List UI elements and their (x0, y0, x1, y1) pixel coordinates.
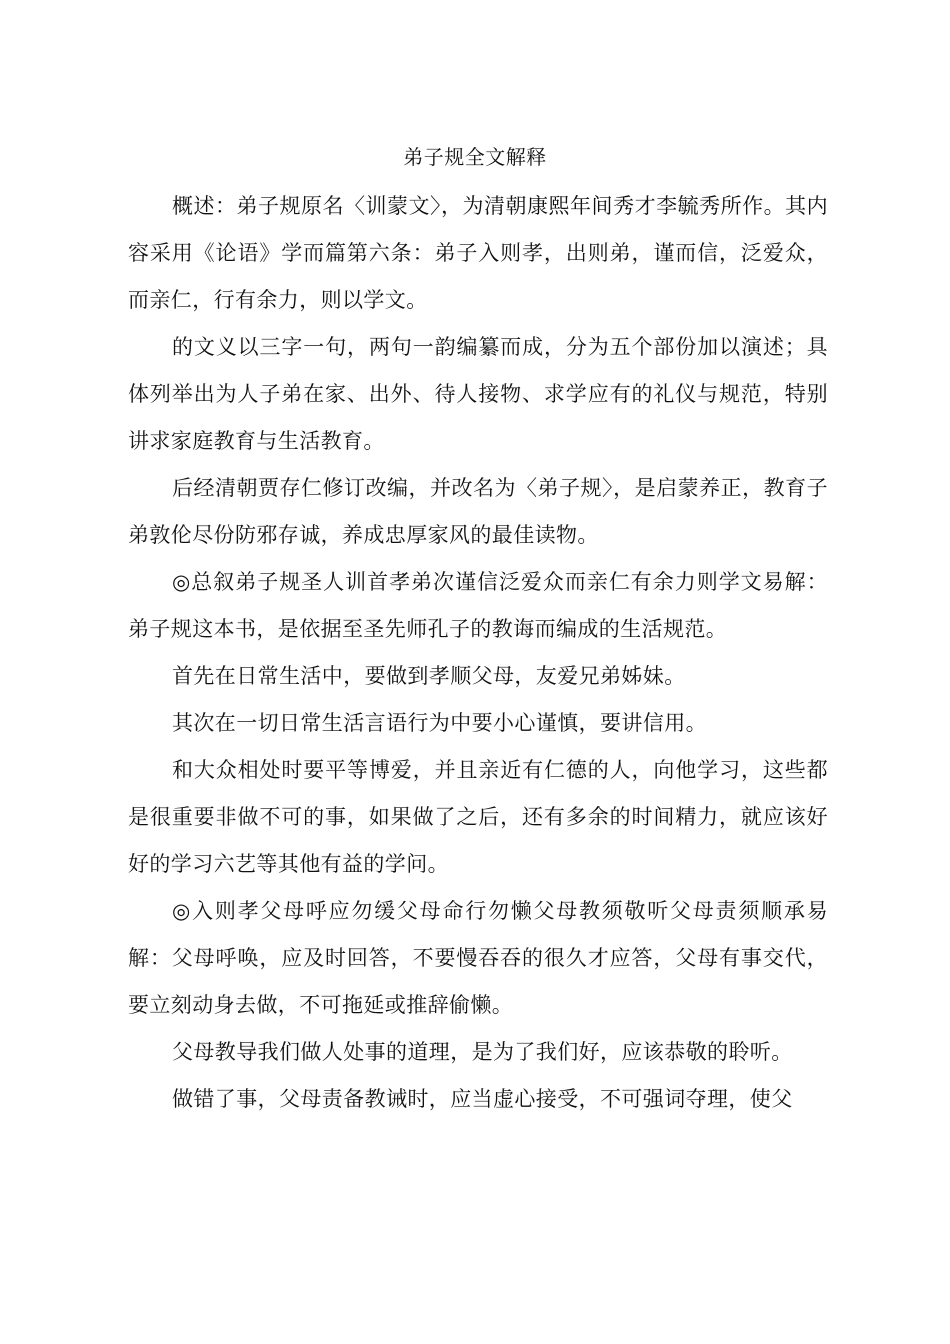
paragraph-accept-correction: 做错了事，父母责备教诫时，应当虚心接受，不可强词夺理，使父 (172, 1087, 793, 1111)
paragraph-home-filial: ◎入则孝父母呼应勿缓父母命行勿懒父母教须敬听父母责须顺承易解：父母呼唤，应及时回答，不要慢吞吞的很久才应答，父母有事交代，要立刻动身去做，不可拖延或推辞偷懒。 (128, 899, 828, 1017)
paragraph-love-all: 和大众相处时要平等博爱，并且亲近有仁德的人，向他学习，这些都是很重要非做不可的事，如果做了之后，还有多余的时间精力，就应该好好的学习六艺等其他有益的学问。 (128, 758, 828, 876)
document-title: 弟子规全文解释 (403, 145, 547, 169)
paragraph-listen-parents: 父母教导我们做人处事的道理，是为了我们好，应该恭敬的聆听。 (172, 1040, 793, 1064)
paragraph-overview: 概述：弟子规原名〈训蒙文〉，为清朝康熙年间秀才李毓秀所作。其内容采用《论语》学而篇第六条：弟子入则孝，出则弟，谨而信，泛爱众，而亲仁，行有余力，则以学文。 (128, 194, 828, 312)
paragraph-structure: 的文义以三字一句，两句一韵编纂而成，分为五个部份加以演述；具体列举出为人子弟在家、出外、待人接物、求学应有的礼仪与规范，特别讲求家庭教育与生活教育。 (128, 335, 828, 453)
paragraph-filial: 首先在日常生活中，要做到孝顺父母，友爱兄弟姊妹。 (172, 664, 686, 688)
paragraph-caution: 其次在一切日常生活言语行为中要小心谨慎，要讲信用。 (172, 711, 707, 735)
paragraph-revision: 后经清朝贾存仁修订改编，并改名为〈弟子规〉，是启蒙养正，教育子弟敦伦尽份防邪存诚，养成忠厚家风的最佳读物。 (128, 476, 828, 547)
paragraph-general-summary: ◎总叙弟子规圣人训首孝弟次谨信泛爱众而亲仁有余力则学文易解：弟子规这本书，是依据至圣先师孔子的教诲而编成的生活规范。 (128, 570, 828, 641)
document-body (128, 183, 828, 1123)
